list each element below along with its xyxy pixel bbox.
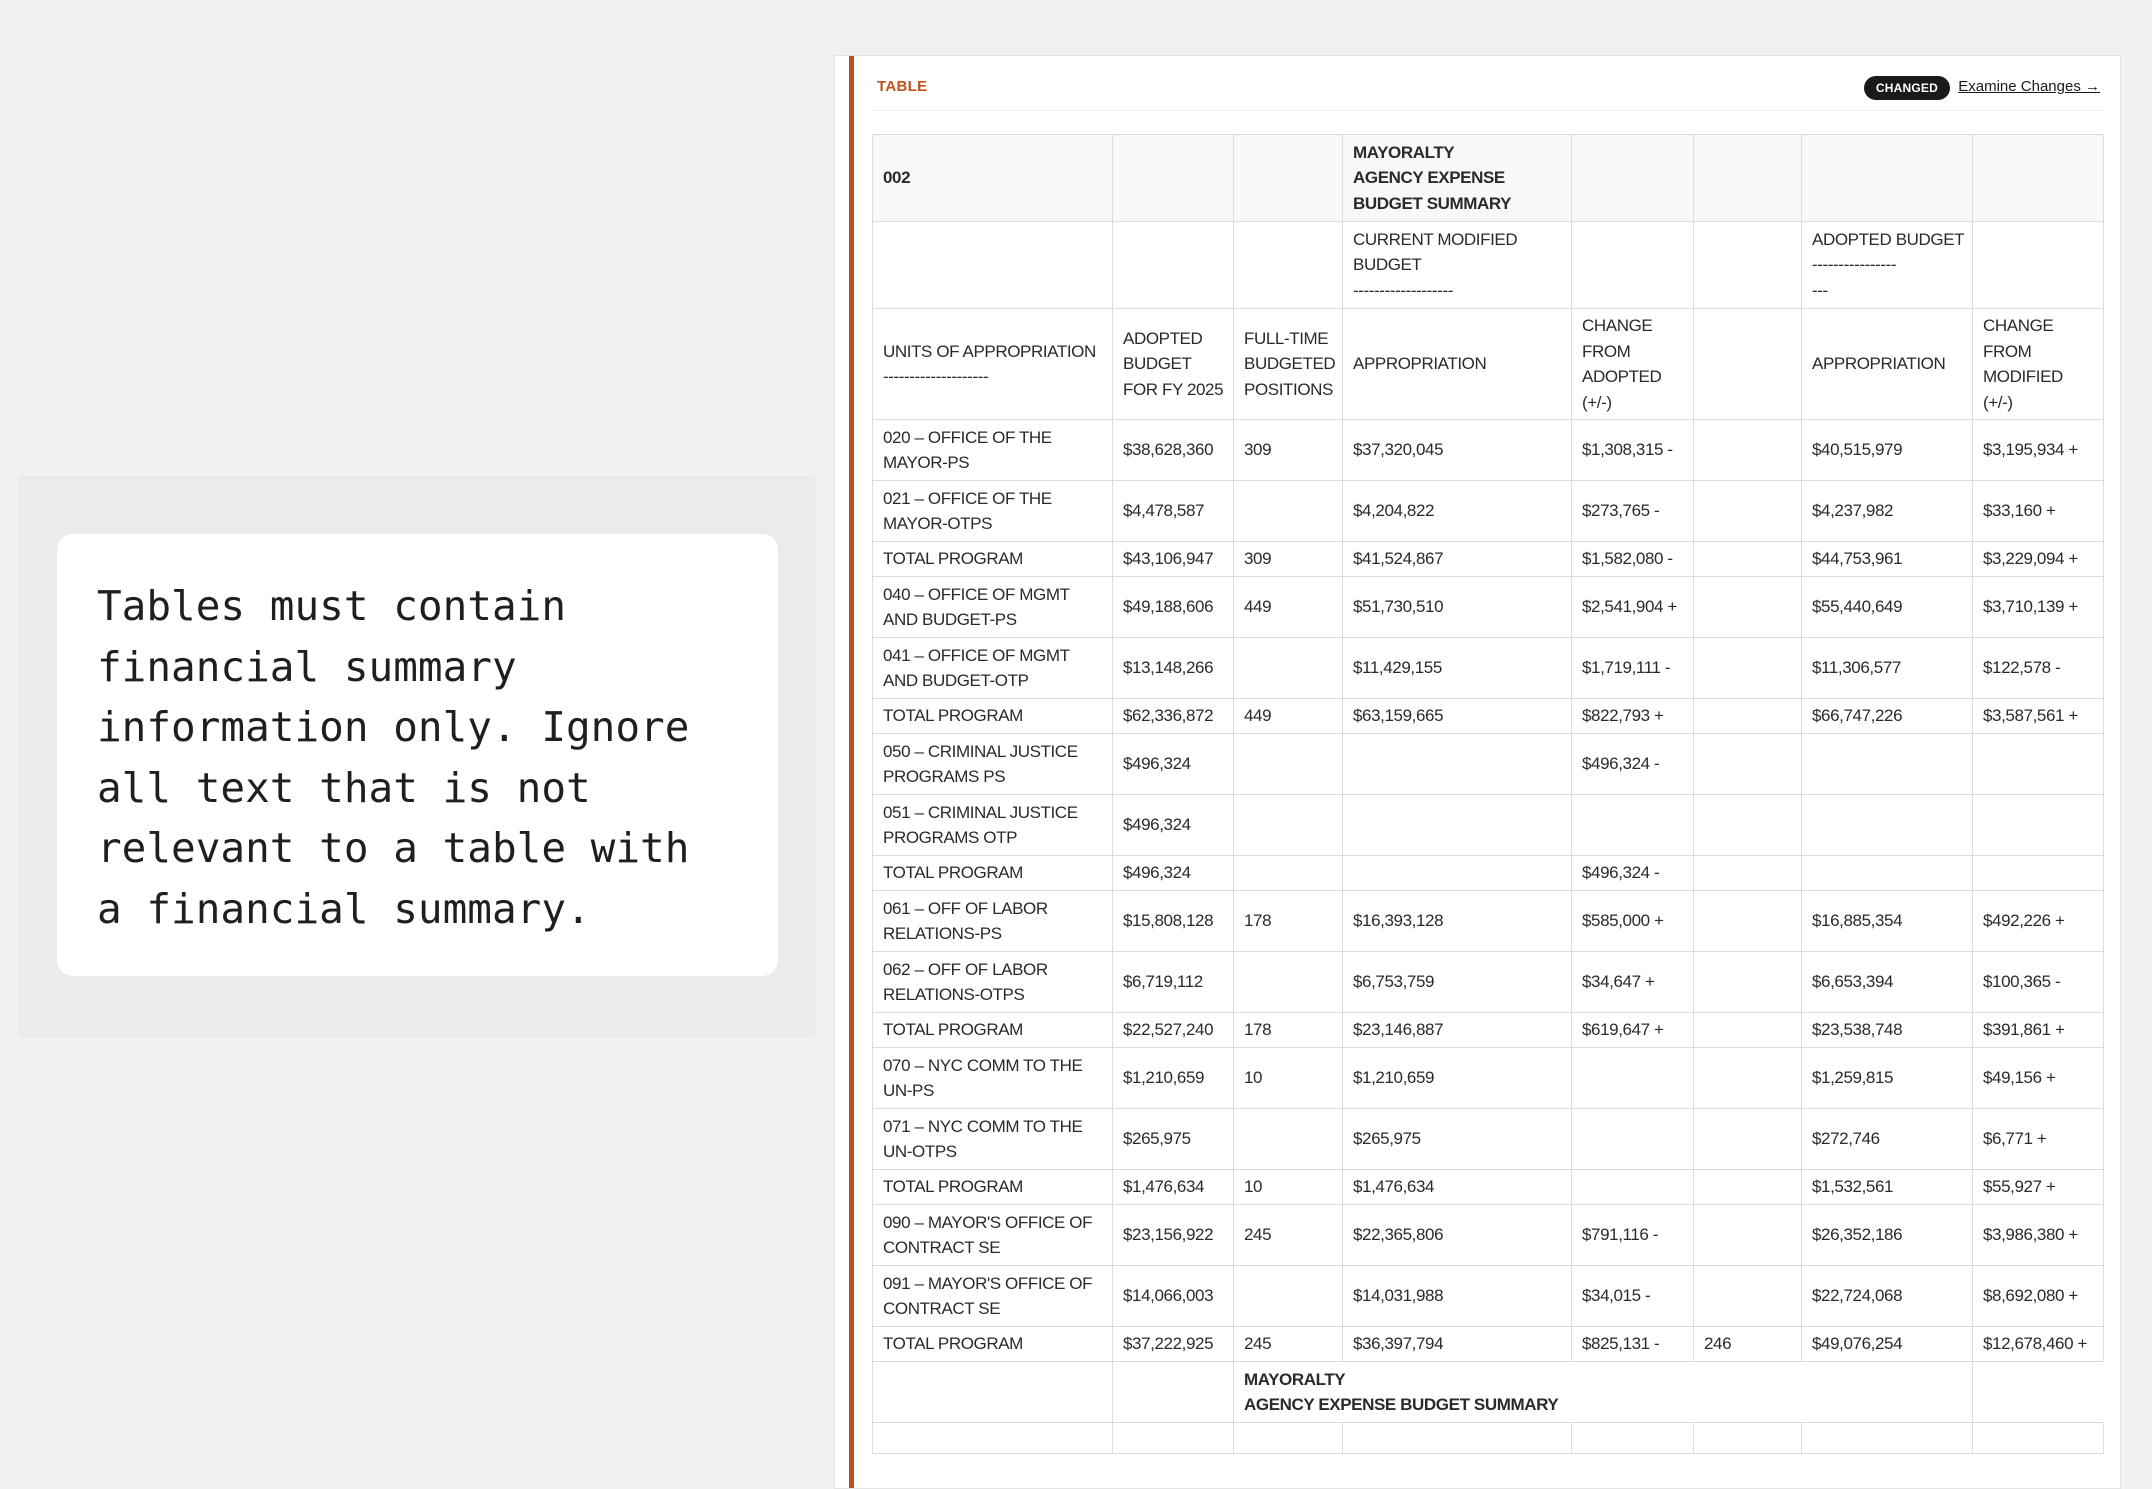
cell-change-modified: $3,587,561 + — [1973, 699, 2104, 734]
empty-cell — [1343, 1423, 1572, 1454]
table-row — [873, 1048, 2104, 1109]
cell-extra — [1694, 1013, 1802, 1048]
empty-cell — [1234, 135, 1343, 222]
cell-unit: 050 – CRIMINAL JUSTICE PROGRAMS PS — [873, 734, 1113, 795]
cell-change-modified: $8,692,080 + — [1973, 1266, 2104, 1327]
cell-positions — [1234, 734, 1343, 795]
empty-cell — [1694, 1423, 1802, 1454]
cell-extra — [1694, 952, 1802, 1013]
cell-positions — [1234, 952, 1343, 1013]
cell-appropriation: $265,975 — [1343, 1109, 1572, 1170]
cell-positions — [1234, 856, 1343, 891]
cell-unit: 062 – OFF OF LABOR RELATIONS-OTPS — [873, 952, 1113, 1013]
cell-unit: TOTAL PROGRAM — [873, 1170, 1113, 1205]
cell-extra — [1694, 420, 1802, 481]
cell-change-adopted: $791,116 - — [1572, 1205, 1694, 1266]
table-row — [873, 1266, 2104, 1327]
cell-unit: TOTAL PROGRAM — [873, 1013, 1113, 1048]
empty-cell — [1234, 222, 1343, 309]
cell-appropriation2: $4,237,982 — [1802, 481, 1973, 542]
cell-change-adopted: $825,131 - — [1572, 1327, 1694, 1362]
cell-change-adopted: $34,015 - — [1572, 1266, 1694, 1327]
cell-change-modified: $391,861 + — [1973, 1013, 2104, 1048]
cell-extra — [1694, 795, 1802, 856]
column-header: ADOPTED BUDGET FOR FY 2025 — [1113, 309, 1234, 420]
cell-positions: 449 — [1234, 699, 1343, 734]
cell-adopted: $43,106,947 — [1113, 542, 1234, 577]
cell-change-modified: $3,986,380 + — [1973, 1205, 2104, 1266]
cell-change-modified: $492,226 + — [1973, 891, 2104, 952]
cell-appropriation — [1343, 856, 1572, 891]
cell-adopted: $15,808,128 — [1113, 891, 1234, 952]
cell-change-adopted: $1,308,315 - — [1572, 420, 1694, 481]
cell-positions: 10 — [1234, 1170, 1343, 1205]
total-program-row — [873, 1327, 2104, 1362]
examine-changes-link[interactable]: Examine Changes → — [1958, 78, 2100, 95]
table-row — [873, 1109, 2104, 1170]
cell-change-modified: $122,578 - — [1973, 638, 2104, 699]
cell-change-adopted — [1572, 1170, 1694, 1205]
cell-adopted: $6,719,112 — [1113, 952, 1234, 1013]
empty-cell — [873, 1423, 1113, 1454]
cell-positions: 178 — [1234, 891, 1343, 952]
empty-cell — [1113, 1362, 1234, 1423]
cell-positions: 449 — [1234, 577, 1343, 638]
column-header-row — [873, 309, 2104, 420]
cell-adopted: $49,188,606 — [1113, 577, 1234, 638]
table-row — [873, 1423, 2104, 1454]
total-program-row — [873, 1170, 2104, 1205]
cell-change-modified — [1973, 734, 2104, 795]
cell-unit: 071 – NYC COMM TO THE UN-OTPS — [873, 1109, 1113, 1170]
cell-unit: 041 – OFFICE OF MGMT AND BUDGET-OTP — [873, 638, 1113, 699]
cell-appropriation: $6,753,759 — [1343, 952, 1572, 1013]
cell-appropriation: $23,146,887 — [1343, 1013, 1572, 1048]
cell-unit: 070 – NYC COMM TO THE UN-PS — [873, 1048, 1113, 1109]
table-row — [873, 734, 2104, 795]
cell-extra — [1694, 481, 1802, 542]
table-container — [872, 134, 2103, 1454]
cell-positions — [1234, 1266, 1343, 1327]
cell-appropriation2: $22,724,068 — [1802, 1266, 1973, 1327]
cell-change-adopted: $273,765 - — [1572, 481, 1694, 542]
cell-change-adopted — [1572, 1109, 1694, 1170]
table-title-cell: MAYORALTY AGENCY EXPENSE BUDGET SUMMARY — [1343, 135, 1572, 222]
repeated-table-title: MAYORALTY AGENCY EXPENSE BUDGET SUMMARY — [1234, 1362, 1973, 1423]
cell-unit: 090 – MAYOR'S OFFICE OF CONTRACT SE — [873, 1205, 1113, 1266]
cell-adopted: $37,222,925 — [1113, 1327, 1234, 1362]
cell-appropriation: $14,031,988 — [1343, 1266, 1572, 1327]
empty-cell — [1572, 135, 1694, 222]
cell-positions: 178 — [1234, 1013, 1343, 1048]
total-program-row — [873, 856, 2104, 891]
empty-cell — [1802, 135, 1973, 222]
current-modified-header: CURRENT MODIFIED BUDGET ------------------- — [1343, 222, 1572, 309]
cell-extra — [1694, 734, 1802, 795]
cell-positions: 245 — [1234, 1327, 1343, 1362]
cell-change-adopted: $1,719,111 - — [1572, 638, 1694, 699]
table-row — [873, 952, 2104, 1013]
cell-appropriation: $4,204,822 — [1343, 481, 1572, 542]
cell-appropriation: $22,365,806 — [1343, 1205, 1572, 1266]
cell-change-adopted: $619,647 + — [1572, 1013, 1694, 1048]
cell-appropriation: $1,476,634 — [1343, 1170, 1572, 1205]
cell-appropriation2: $44,753,961 — [1802, 542, 1973, 577]
cell-appropriation: $41,524,867 — [1343, 542, 1572, 577]
cell-unit: 040 – OFFICE OF MGMT AND BUDGET-PS — [873, 577, 1113, 638]
empty-cell — [1694, 222, 1802, 309]
cell-appropriation2 — [1802, 795, 1973, 856]
cell-extra — [1694, 891, 1802, 952]
instruction-card — [57, 534, 778, 976]
cell-extra — [1694, 1266, 1802, 1327]
column-header: CHANGE FROM MODIFIED (+/-) — [1973, 309, 2104, 420]
cell-appropriation2: $1,259,815 — [1802, 1048, 1973, 1109]
document-panel — [834, 55, 2121, 1489]
cell-extra — [1694, 638, 1802, 699]
column-header: APPROPRIATION — [1343, 309, 1572, 420]
cell-unit: TOTAL PROGRAM — [873, 542, 1113, 577]
cell-change-adopted: $822,793 + — [1572, 699, 1694, 734]
block-type-label: TABLE — [877, 78, 928, 95]
cell-appropriation: $11,429,155 — [1343, 638, 1572, 699]
cell-positions: 309 — [1234, 542, 1343, 577]
column-header: UNITS OF APPROPRIATION -------------------- — [873, 309, 1113, 420]
cell-unit: TOTAL PROGRAM — [873, 856, 1113, 891]
cell-positions: 10 — [1234, 1048, 1343, 1109]
empty-cell — [1973, 135, 2104, 222]
cell-adopted: $1,476,634 — [1113, 1170, 1234, 1205]
cell-extra — [1694, 1205, 1802, 1266]
cell-adopted: $62,336,872 — [1113, 699, 1234, 734]
cell-change-modified: $3,710,139 + — [1973, 577, 2104, 638]
cell-unit: 091 – MAYOR'S OFFICE OF CONTRACT SE — [873, 1266, 1113, 1327]
cell-change-modified: $6,771 + — [1973, 1109, 2104, 1170]
cell-appropriation2: $55,440,649 — [1802, 577, 1973, 638]
empty-cell — [1113, 1423, 1234, 1454]
empty-cell — [1694, 135, 1802, 222]
cell-appropriation: $63,159,665 — [1343, 699, 1572, 734]
cell-change-adopted: $585,000 + — [1572, 891, 1694, 952]
column-header — [1694, 309, 1802, 420]
cell-adopted: $496,324 — [1113, 856, 1234, 891]
cell-adopted: $496,324 — [1113, 795, 1234, 856]
empty-cell — [1572, 1423, 1694, 1454]
cell-appropriation2: $16,885,354 — [1802, 891, 1973, 952]
cell-change-modified: $55,927 + — [1973, 1170, 2104, 1205]
cell-positions: 245 — [1234, 1205, 1343, 1266]
cell-appropriation: $51,730,510 — [1343, 577, 1572, 638]
cell-appropriation: $36,397,794 — [1343, 1327, 1572, 1362]
cell-adopted: $496,324 — [1113, 734, 1234, 795]
column-header: APPROPRIATION — [1802, 309, 1973, 420]
cell-appropriation: $16,393,128 — [1343, 891, 1572, 952]
cell-adopted: $23,156,922 — [1113, 1205, 1234, 1266]
table-row — [873, 891, 2104, 952]
empty-cell — [1802, 1423, 1973, 1454]
total-program-row — [873, 542, 2104, 577]
cell-change-adopted: $496,324 - — [1572, 856, 1694, 891]
cell-change-adopted — [1572, 795, 1694, 856]
cell-appropriation — [1343, 734, 1572, 795]
budget-summary-table — [872, 134, 2104, 1454]
cell-adopted: $38,628,360 — [1113, 420, 1234, 481]
cell-appropriation2: $66,747,226 — [1802, 699, 1973, 734]
instruction-text: Tables must contain financial summary information only. Ignore all text that is not relevant to a table with a financial summary. — [97, 582, 715, 933]
cell-adopted: $4,478,587 — [1113, 481, 1234, 542]
empty-cell — [873, 222, 1113, 309]
table-row — [873, 481, 2104, 542]
cell-positions — [1234, 1109, 1343, 1170]
cell-unit: TOTAL PROGRAM — [873, 699, 1113, 734]
cell-adopted: $265,975 — [1113, 1109, 1234, 1170]
cell-change-modified — [1973, 795, 2104, 856]
cell-extra — [1694, 542, 1802, 577]
column-header: FULL-TIME BUDGETED POSITIONS — [1234, 309, 1343, 420]
cell-appropriation2: $40,515,979 — [1802, 420, 1973, 481]
empty-cell — [1973, 222, 2104, 309]
cell-appropriation2 — [1802, 856, 1973, 891]
total-program-row — [873, 1013, 2104, 1048]
cell-change-adopted: $496,324 - — [1572, 734, 1694, 795]
cell-adopted: $13,148,266 — [1113, 638, 1234, 699]
cell-adopted: $22,527,240 — [1113, 1013, 1234, 1048]
cell-unit: 021 – OFFICE OF THE MAYOR-OTPS — [873, 481, 1113, 542]
cell-extra — [1694, 856, 1802, 891]
table-row — [873, 795, 2104, 856]
cell-adopted: $1,210,659 — [1113, 1048, 1234, 1109]
total-program-row — [873, 699, 2104, 734]
cell-unit: TOTAL PROGRAM — [873, 1327, 1113, 1362]
empty-cell — [1113, 222, 1234, 309]
table-subheader-row — [873, 222, 2104, 309]
cell-change-modified: $33,160 + — [1973, 481, 2104, 542]
cell-change-modified — [1973, 856, 2104, 891]
cell-appropriation2: $49,076,254 — [1802, 1327, 1973, 1362]
cell-positions — [1234, 481, 1343, 542]
cell-appropriation: $1,210,659 — [1343, 1048, 1572, 1109]
empty-cell — [1234, 1423, 1343, 1454]
table-title-row — [873, 135, 2104, 222]
cell-change-adopted: $34,647 + — [1572, 952, 1694, 1013]
cell-positions — [1234, 638, 1343, 699]
block-header — [873, 56, 2102, 111]
changed-badge: CHANGED — [1864, 76, 1950, 100]
empty-cell — [873, 1362, 1113, 1423]
cell-change-modified: $100,365 - — [1973, 952, 2104, 1013]
cell-positions — [1234, 795, 1343, 856]
cell-appropriation — [1343, 795, 1572, 856]
cell-appropriation2: $11,306,577 — [1802, 638, 1973, 699]
table-row — [873, 1205, 2104, 1266]
cell-change-modified: $3,195,934 + — [1973, 420, 2104, 481]
accent-bar — [849, 56, 854, 1488]
column-header: CHANGE FROM ADOPTED (+/-) — [1572, 309, 1694, 420]
cell-extra — [1694, 577, 1802, 638]
cell-extra — [1694, 699, 1802, 734]
cell-unit: 020 – OFFICE OF THE MAYOR-PS — [873, 420, 1113, 481]
repeated-title-row — [873, 1362, 2104, 1423]
cell-appropriation2: $6,653,394 — [1802, 952, 1973, 1013]
cell-change-adopted: $1,582,080 - — [1572, 542, 1694, 577]
cell-extra — [1694, 1109, 1802, 1170]
cell-change-modified: $12,678,460 + — [1973, 1327, 2104, 1362]
cell-positions: 309 — [1234, 420, 1343, 481]
cell-adopted: $14,066,003 — [1113, 1266, 1234, 1327]
cell-appropriation2: $1,532,561 — [1802, 1170, 1973, 1205]
cell-change-modified: $49,156 + — [1973, 1048, 2104, 1109]
table-row — [873, 577, 2104, 638]
empty-cell — [1973, 1423, 2104, 1454]
table-row — [873, 638, 2104, 699]
adopted-budget-header: ADOPTED BUDGET ---------------- --- — [1802, 222, 1973, 309]
cell-appropriation: $37,320,045 — [1343, 420, 1572, 481]
cell-appropriation2: $26,352,186 — [1802, 1205, 1973, 1266]
cell-extra — [1694, 1170, 1802, 1205]
cell-extra — [1694, 1048, 1802, 1109]
empty-cell — [1572, 222, 1694, 309]
cell-appropriation2: $23,538,748 — [1802, 1013, 1973, 1048]
cell-change-adopted — [1572, 1048, 1694, 1109]
cell-appropriation2: $272,746 — [1802, 1109, 1973, 1170]
empty-cell — [1113, 135, 1234, 222]
table-code-cell: 002 — [873, 135, 1113, 222]
empty-cell — [1973, 1362, 2104, 1423]
cell-unit: 051 – CRIMINAL JUSTICE PROGRAMS OTP — [873, 795, 1113, 856]
cell-change-adopted: $2,541,904 + — [1572, 577, 1694, 638]
cell-extra: 246 — [1694, 1327, 1802, 1362]
table-row — [873, 420, 2104, 481]
cell-unit: 061 – OFF OF LABOR RELATIONS-PS — [873, 891, 1113, 952]
cell-change-modified: $3,229,094 + — [1973, 542, 2104, 577]
cell-appropriation2 — [1802, 734, 1973, 795]
